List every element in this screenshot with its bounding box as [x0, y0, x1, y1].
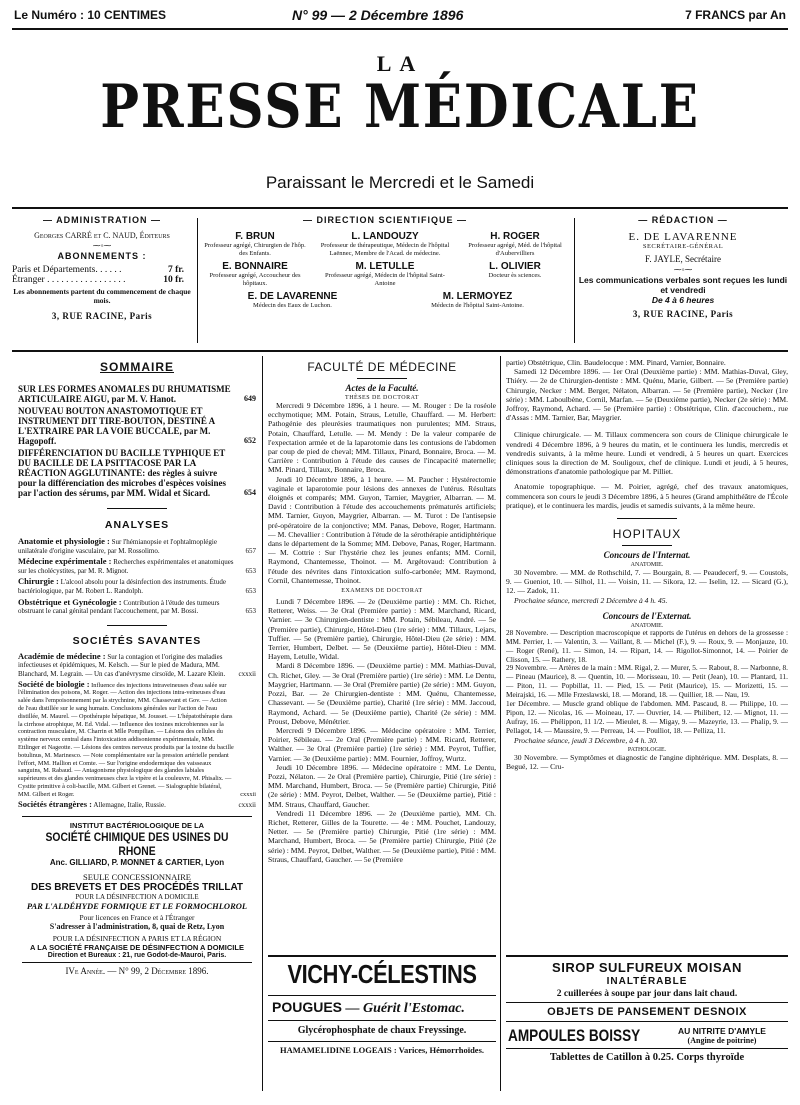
societes-item-text: Allemagne, Italie, Russie.: [93, 801, 166, 810]
institut-line: Direction et Bureaux : 21, rue Godot-de-Mauroi, Paris.: [47, 952, 227, 960]
abonnements-heading: ABONNEMENTS :: [57, 251, 147, 261]
analyses-page: 653: [245, 566, 256, 575]
middle-column: [268, 360, 496, 888]
sommaire-heading: SOMMAIRE: [100, 360, 174, 374]
faculte-paragraph: Jeudi 10 Décembre 1896, à 1 heure. — M. Paucher : Hystérectomie vaginale et laparotomie pour lésions des annexes de l'utérus. Résultats éloignés et comparés; MM. Guyon, Tarnier, Maygrier, Albarran. — M. David : Contribution à l'étude des accouchements prématurés artificiels; MM. Tarnier, Guyon, Maygrier, Albarran. — M. Turot : De l'antisepsie pré-opératoire de la conjonctive; MM. Panas, Debove, Roger, Hartmann. — M. Chevallier : Contribution à l'étude de la sérothérapie antidiphtérique dans le département de la Somme; MM. Debove, Panas, Roger, Hartmann. — M. Cottrie : Sur l'hystérie chez les jeunes enfants; MM. Cornil, Raymond, Chantemesse, Thoinot. — M. Argétovaud: Contribution à l'étude des névrites dans l'intoxication sulfo-carbonée; MM. Raymond, Cornil, Chantemesse, Thoinot.: [268, 474, 496, 585]
faculte-heading: FACULTÉ DE MÉDECINE: [307, 360, 457, 374]
societes-item-text: Influence des injections intraveineuses d'eau salée sur l'élimination des poisons, M. Roger. — Action des injections intra-veineuses d'eau salée dans l'empoisonnement par la strychnine, MM. Chassevant et Gov. — Action de l'eau distillée sur le sang humain. Conclusions générales sur l'action de l'eau distillée, M. Maurel. — Opothérapie hépatique, M. Jousset. — L'hépatothérapie dans la cirrhose atrophique, M. Ed. Vidal. — Influence des toxines microbiennes sur la contraction musculaire, M. Charrin et Mlle Pompilian. — Lésions des cellules du système nerveux central dans l'intoxication addisonienne expérimentale, MM. Ettlinger et Nageotte. — Lésions des centres nerveux produits par la toxine du bacille botulinus, M. Marinesco. — Note complémentaire sur la pression artérielle pendant l'effort, MM. Hallion et Comte. — Sur l'origine endodermique des vaisseaux sanguins, M. Rabaud. — Antagonisme physiologique des glandes labiales supérieures et des glandes venimeuses chez la vipère et la couleuvre, M. Phisalix. — Cystite primitive à coli-bacille, MM. Gilbert et Grenet. — Sialographie bilatéral, MM. Gilbert et Roger.: [18, 681, 234, 798]
desnoix-ad: OBJETS DE PANSEMENT DESNOIX: [547, 1006, 747, 1018]
societes-page: cxxxii: [238, 669, 256, 678]
ampoules-subtitle: AU NITRITE D'AMYLE: [678, 1026, 766, 1036]
societes-item-title: Sociétés étrangères :: [18, 799, 92, 810]
vichy-title: VICHY-CÉLESTINS: [287, 959, 477, 989]
externat-heading: Concours de l'Externat.: [602, 610, 692, 621]
ampoules-note: (Angine de poitrine): [687, 1036, 757, 1045]
director-name: L. LANDOUZY: [351, 231, 419, 242]
institut-line: INSTITUT BACTÉRIOLOGIQUE DE LA: [69, 821, 205, 831]
right-ads: [506, 955, 788, 1085]
director-name: F. BRUN: [235, 231, 275, 242]
externat-results: 28 Novembre. — Description macroscopique et rapports de l'utérus en dehors de la grossesse : MM. Perrier, 1. — Valentin, 3. — Vaillant, 8. — Michel (F.), 9. — Roux, 9. — Monjauze, 10. — Roger (René), 11. — Simon, 14. — Ripart, 14. — Rigollot-Simonnot, 14. — Poirier de Clisson, 15. — Rathery, 18. 29 Novembre. — Artères de la main : MM. Rigal, 2. — Murer, 5. — Rabout, 8. — Narbonne, 8. — Pineau (Maurice), 8. — Quentin, 10. — Morisseau, 10. — Petit (Jean), 10. — Plantard, 11. — Piton, 11. — Popbillat, 11. — Pied, 15. — Petit (Maurice), 15. — Morizetti, 15. — Meirajski, 16. — Mlle Frzeslawski, 18. — Morand, 18. — Quillier, 18. — Nau, 19. 1er Décembre. — Muscle grand oblique de l'abdomen. MM. Pascaud, 8. — Philippe, 10. — Pipon, 12. — Nicolas, 16. — Moineau, 17. — Ouvrier, 14. — Philibert, 12. — Mignot, 11. — Aufray, 16. — Phélippon, 11 1/2. — Mieulet, 8. — Migay, 9. — Mazeyrie, 13. — Phalip, 9. — Pellagot, 14. — Maussire, 9. — Perreau, 14. — Poulliot, 18. — Pelliza, 11.: [506, 628, 788, 735]
director-desc: Médecin des Eaux de Luchon.: [253, 302, 332, 309]
societes-page: cxxxii: [240, 790, 256, 798]
director-name: E. BONNAIRE: [222, 261, 288, 272]
direction-heading: — DIRECTION SCIENTIFIQUE —: [302, 215, 467, 225]
sirop-title: SIROP SULFUREUX MOISAN: [552, 960, 742, 975]
analyses-page: 657: [245, 546, 256, 555]
societes-page: cxxxii: [238, 801, 256, 810]
sommaire-page: 649: [244, 394, 256, 403]
director-desc: Professeur agrégé, Accoucheur des hôpitaux.: [209, 272, 301, 287]
annual-price: 7 FRANCS par An: [685, 8, 786, 22]
prochaine-seance: Prochaine séance, jeudi 3 Décembre, à 4 h. 30.: [514, 735, 658, 745]
institut-ad: [18, 821, 256, 959]
anatomie-subheading: ANATOMIE.: [630, 622, 664, 629]
director-desc: Médecin de l'hôpital Saint-Antoine.: [431, 302, 524, 309]
issue-number-date: N° 99 — 2 Décembre 1896: [292, 7, 464, 23]
pathologie-subheading: PATHOLOGIE.: [627, 746, 667, 753]
etranger-price: 10 fr.: [163, 275, 184, 285]
institut-line: Anc. GILLIARD, P. MONNET & CARTIER, Lyon: [49, 858, 225, 868]
analyses-item-title: Anatomie et physiologie :: [18, 536, 110, 546]
director-name: L. OLIVIER: [489, 261, 541, 272]
examens-paragraph: Mercredi 9 Décembre 1896. — Médecine opératoire : MM. Terrier, Poirier, Sébileau. — 2e Oral (Première partie) : MM. Ricard, Retterer, Walther. — 3e Oral (Première partie) (1re série) : MM. Peyrot, Tuffier, Varnier. — 3e (Deuxième partie) : MM. Fournier, Joffroy, Wurtz.: [268, 725, 496, 763]
redaction-box: — RÉDACTION — E. DE LAVARENNE SECRÉTAIRE-GÉNÉRAL F. JAYLE, Secrétaire ⁓◦⁓ Les communications verbales sont reçues les lundi et vendredi De 4 à 6 heures 3, RUE RACINE, Paris: [578, 215, 788, 319]
societes-item-title: Académie de médecine :: [18, 650, 106, 661]
left-column: [18, 360, 256, 1090]
theses-heading: THÈSES DE DOCTORAT: [345, 395, 419, 401]
internat-results: 30 Novembre. — MM. de Rothschild, 7. — Bourgain, 8. — Peaudecerf, 9. — Coustols, 9. — Gueniot, 10. — Silhol, 11. — Voisin, 11. — Sikora, 12. — Iselin, 12. — Sicard (G.), 12. — Zadok, 11.: [506, 568, 788, 596]
analyses-item[interactable]: [18, 598, 256, 616]
director-desc: Professeur de thérapeutique, Médecin de l'hôpital Laënnec, Membre de l'Acad. de médecine.: [320, 242, 450, 257]
analyses-item[interactable]: [18, 557, 256, 575]
redaction-address: 3, RUE RACINE, Paris: [632, 309, 734, 319]
sommaire-page: 654: [244, 488, 256, 497]
analyses-item-title: Médecine expérimentale :: [18, 556, 112, 567]
examens-paragraph: partie) Obstétrique, Clin. Baudelocque : MM. Pinard, Varnier, Bonnaire.: [506, 358, 726, 367]
right-column: [506, 358, 788, 943]
sommaire-item-text: DIFFÉRENCIATION DU BACILLE TYPHIQUE ET DU BACILLE DE LA PSITTACOSE PAR LA RÉACTION AGGLUTINANTE: des règles à suivre pour la différenciation des microbes d'espèces voisines par l'action des sérums, par MM. Widal et Sicard.: [18, 448, 226, 498]
director-desc: Professeur agrégé, Chirurgien de l'hôp. des Enfants.: [204, 242, 306, 257]
faculte-paragraph: Mercredi 9 Décembre 1896, à 1 heure. — M. Rouger : De la roséole ecchymotique; MM. Potain, Straus, Letulle, Chauffard. — M. Herbert: Pathogénie des pleurésies traumatiques non purulentes; MM. Straus, Potain, Chauffard, Letulle. — M. Mendy : De la valeur comparée de l'expectation armée et de la laparotomie dans les contusions de l'abdomen par coup de pied de cheval; MM. Tillaux, Pinard, Bonnaire, Broca. — M. Carrière : Contribution à l'étude des causes de l'incapacité maternelle; MM. Pinard, Tillaux, Bonnaire, Broca.: [268, 401, 496, 475]
director-name: E. DE LAVARENNE: [247, 291, 338, 302]
paris-price: 7 fr.: [167, 265, 184, 275]
analyses-item-text: L'alcool absolu pour la désinfection des instruments. Étude bactériologique, par M. Robert L. Randolph.: [18, 578, 226, 595]
institut-line: A LA SOCIÉTÉ FRANÇAISE DE DÉSINFECTION A DOMICILE: [30, 943, 244, 953]
masthead-tagline: Paraissant le Mercredi et le Samedi: [265, 173, 535, 192]
director-desc: Professeur agrégé, Médecin de l'hôpital Saint-Antoine: [325, 272, 445, 287]
societes-item[interactable]: [18, 800, 256, 810]
redaction-note: Les communications verbales sont reçues les lundi et vendredi: [578, 275, 788, 295]
pougues-label: POUGUES: [272, 999, 343, 1015]
director-name: M. LERMOYEZ: [442, 291, 513, 302]
analyses-page: 653: [245, 586, 256, 595]
institut-line: POUR LA DÉSINFECTION A PARIS ET LA RÉGION: [52, 934, 222, 944]
societes-item[interactable]: [18, 652, 256, 679]
etranger-label: Étranger . . . . . . . . . . . . . . . . .: [12, 275, 126, 285]
analyses-item-title: Chirurgie :: [18, 576, 59, 587]
internat-heading: Concours de l'Internat.: [603, 550, 691, 561]
examens-paragraph: Jeudi 10 Décembre 1896. — Médecine opératoire : MM. Le Dentu, Pozzi, Nélaton. — 2e Oral (Première partie), Chirurgie, Pitié (1re série) : MM. Marchand, Humbert, Broca. — 5e (Première partie) Chirurgie, Pitié (2e série) : MM. Peyrot, Delbet, Walther. — 5e (Deuxième partie), Pitié : MM. Straus, Chauffard, Gaucher.: [268, 762, 496, 809]
glycerophosphate-ad: Glycérophosphate de chaux Freyssinge.: [297, 1025, 467, 1036]
prochaine-seance: Prochaine séance, mercredi 2 Décembre à 4 h. 45.: [514, 595, 668, 605]
institut-line: DES BREVETS ET DES PROCÉDÉS TRILLAT: [30, 882, 244, 894]
sommaire-item[interactable]: [18, 448, 256, 498]
clinique-paragraph: Clinique chirurgicale. — M. Tillaux commencera son cours de Clinique chirurgicale le vendredi 4 Décembre 1896, à 9 heures du matin, et le continuera les lundis, mercredis et vendredis suivants, à la même heure. Lundi et vendredi, à 5 heures un quart. Exercices cliniques sous la direction de M. Souligoux, chef de clinique. Lundi et jeudi, à 5 heures, démonstrations d'anatomie pathologique par M. Pilliet.: [506, 430, 788, 477]
faculte-subheading: Actes de la Faculté.: [345, 383, 419, 393]
examens-paragraph: Samedi 12 Décembre 1896. — 1er Oral (Deuxième partie) : MM. Mathias-Duval, Gley, Thiéry. — 2e de Chirurgien-dentiste : MM. Quénu, Marie, Gilbert. — 5e (Première partie) Chirurgie, Necker : MM. Berger, Nélaton, Albarran. — 5e (Première partie), Necker (1re série) : MM. Laboulbène, Cornil, Marfan. — 5e (Deuxième partie), Necker (2e série) : MM. Joffroy, Raymond, Achard. — 5e (Première partie) : Obstétrique, Clin. d'accouchem., rue d'Assas : MM. Tarnier, Bar, Maygrier.: [506, 367, 788, 423]
pougues-slogan: — Guérit l'Estomac.: [345, 1001, 465, 1016]
institut-line: S'adresser à l'administration, 8, quai de Retz, Lyon: [49, 922, 225, 932]
sommaire-item[interactable]: [18, 406, 256, 446]
institut-line: SEULE CONCESSIONNAIRE: [83, 872, 191, 883]
societes-item-title: Société de biologie :: [18, 678, 90, 689]
direction-box: [200, 215, 570, 345]
redaction-name1: E. DE LAVARENNE: [628, 231, 738, 243]
institut-line: PAR L'ALDÉHYDE FORMIQUE ET LE FORMOCHLOROL: [26, 901, 248, 912]
sommaire-item-text: SUR LES FORMES ANOMALES DU RHUMATISME ARTICULAIRE AIGU, par M. V. Hanot.: [18, 384, 231, 404]
administration-heading: — ADMINISTRATION —: [43, 215, 161, 225]
vichy-ad: [268, 955, 496, 1085]
redaction-role1: SECRÉTAIRE-GÉNÉRAL: [642, 243, 724, 250]
catillon-ad: Tablettes de Catillon à 0.25. Corps thyroïde: [549, 1052, 745, 1063]
institut-line: SOCIÉTÉ CHIMIQUE DES USINES DU RHONE: [45, 830, 229, 859]
director-desc: Professeur agrégé, Méd. de l'hôpital d'Aubervilliers: [468, 242, 562, 257]
sommaire-item[interactable]: [18, 384, 256, 404]
hopitaux-heading: HOPITAUX: [612, 527, 682, 542]
paris-label: Paris et Départements. . . . . .: [12, 265, 122, 275]
hamamelidine-ad: HAMAMELIDINE LOGEAIS : Varices, Hémorrhoïdes.: [280, 1045, 484, 1055]
examens-paragraph: Mardi 8 Décembre 1896. — (Deuxième partie) : MM. Mathias-Duval, Ch. Richet, Gley. — 3e Oral (Première partie) (1re série) : MM. Le Dentu, Maygrier, Hartmann. — 3e Oral (Première partie) (2e série) : MM. Guyon, Pozzi, Bar. — 2e Chirurgien-dentiste : MM. Quénu, Chantemesse, Chassevant. — 5e (Deuxième partie), Charité (1re série) : MM. Jaccoud, Raymond, Achard. — 5e (Deuxième partie), Charité (2e série) : MM. Proust, Debove, Ménétrier.: [268, 661, 496, 726]
masthead-la: LA: [376, 51, 424, 76]
redaction-name2: F. JAYLE, Secrétaire: [645, 254, 721, 264]
examens-paragraph: Lundi 7 Décembre 1896. — 2e (Deuxième partie) : MM. Ch. Richet, Retterer, Weiss. — 3e Oral (Première partie) : MM. Marchand, Ricard, Varnier. — 3e Chirurgien-dentiste : MM. Potain, Sébileau, André. — 5e (Première partie), Chirurgie, Hôtel-Dieu (1re série) : MM. Tillaux, Lejars, Tuffier. — 5e (Première partie), Chirurgie, Hôtel-Dieu (2e série) : MM. Terrier, Humbert, Delbet. — 5e (Deuxième partie), Hôtel-Dieu : MM. Hayem, Letulle, Widal.: [268, 597, 496, 662]
masthead-title: PRESSE MÉDICALE: [100, 72, 700, 142]
sommaire-item-text: NOUVEAU BOUTON ANASTOMOTIQUE ET INSTRUMENT DIT TIRE-BOUTON, DESTINÉ A L'EXTRAIRE PAR LA VOIE BUCCALE, par M. Hagopoff.: [18, 406, 215, 446]
analyses-item[interactable]: [18, 577, 256, 595]
examens-paragraph: Vendredi 11 Décembre 1896. — 2e (Deuxième partie), MM. Ch. Richet, Retterer, Gilles de la Tourette. — 4e : MM. Pouchet, Landouzy, Netter. — 5e (Première partie) Chirurgie, Pitié (1re série) : MM. Marchand, Humbert, Broca. — 5e (Première partie) Chirurgie, Pitié (2e série) : MM. Peyrot, Delbet, Walther. — 5e (Deuxième partie), Pitié : MM. Straus, Chauffard, Gaucher. — 5e (Première: [268, 808, 496, 864]
admin-address: 3, RUE RACINE, Paris: [51, 311, 153, 321]
price-per-issue: Le Numéro : 10 CENTIMES: [14, 8, 167, 22]
redaction-hours: De 4 à 6 heures: [651, 295, 715, 305]
abonnements-note: Les abonnements partent du commencement de chaque mois.: [13, 287, 191, 305]
institut-line: POUR LA DÉSINFECTION A DOMICILE: [75, 893, 199, 902]
editors: Georges CARRÉ et C. NAUD, Éditeurs: [34, 231, 170, 240]
examens-heading: EXAMENS DE DOCTORAT: [341, 588, 423, 595]
analyses-item-text: Sur l'hémianopsie et l'ophtalmoplégie unilatérale d'origine vasculaire, par M. Rossolimo.: [18, 538, 217, 555]
pathologie-results: 30 Novembre. — Symptômes et diagnostic de l'angine diphtérique. MM. Desplats, 8. — Begué, 12. — Cru-: [506, 752, 788, 772]
sommaire-page: 652: [244, 436, 256, 445]
redaction-heading: — RÉDACTION —: [638, 215, 728, 225]
societes-heading: SOCIÉTÉS SAVANTES: [72, 634, 202, 647]
director-desc: Docteur ès sciences.: [488, 272, 542, 279]
analyses-item-title: Obstétrique et Gynécologie :: [18, 596, 122, 607]
sirop-subtitle: INALTÉRABLE: [606, 976, 688, 987]
analyses-item[interactable]: [18, 537, 256, 555]
anatomie-subheading: ANATOMIE.: [630, 562, 664, 569]
societes-item-text: Sur la contagion et l'origine des maladies infectieuses et épidémiques, M. Kelsch. — Sur le pied de Madura, MM. Blanchard, M. Legrain. — Un cas d'anévrysme cirsoïde, M. Lazare Klein.: [18, 652, 226, 678]
societes-item[interactable]: [18, 678, 256, 799]
ampoules-title: AMPOULES BOISSY: [508, 1026, 641, 1045]
sirop-dosage: 2 cuillerées à soupe par jour dans lait chaud.: [556, 989, 738, 999]
analyses-item-text: Contribution à l'étude des tumeurs obstruant le canal génital pendant l'accouchement, par M. Bossi.: [18, 598, 220, 616]
analyses-page: 653: [245, 607, 256, 616]
director-name: H. ROGER: [490, 231, 540, 242]
administration-box: — ADMINISTRATION — Georges CARRÉ et C. NAUD, Éditeurs ⁓◦⁓ ABONNEMENTS : Paris et Départements. . . . . . 7 fr. Étranger . . . . . . . . . . . . . . . . . 10 fr. Les abonnements partent du commencement de chaque mois. 3, RUE RACINE, Paris: [12, 215, 191, 321]
institut-line: Pour licences en France et à l'Étranger: [79, 913, 195, 923]
footer-year-issue: IVe Année. — N° 99, 2 Décembre 1896.: [65, 966, 209, 977]
anatomie-paragraph: Anatomie topographique. — M. Poirier, agrégé, chef des travaux anatomiques, commencera son cours le jeudi 3 Décembre 1896, à 5 heures (Grand amphithéâtre de l'École pratique), et le continuera les mardis, jeudis et samedis suivants, à la même heure.: [506, 482, 788, 510]
analyses-item-text: Recherches expérimentales et anatomiques sur les cholécystites, par M. R. Mignot.: [18, 558, 234, 575]
analyses-heading: ANALYSES: [104, 519, 170, 531]
director-name: M. LETULLE: [355, 261, 415, 272]
